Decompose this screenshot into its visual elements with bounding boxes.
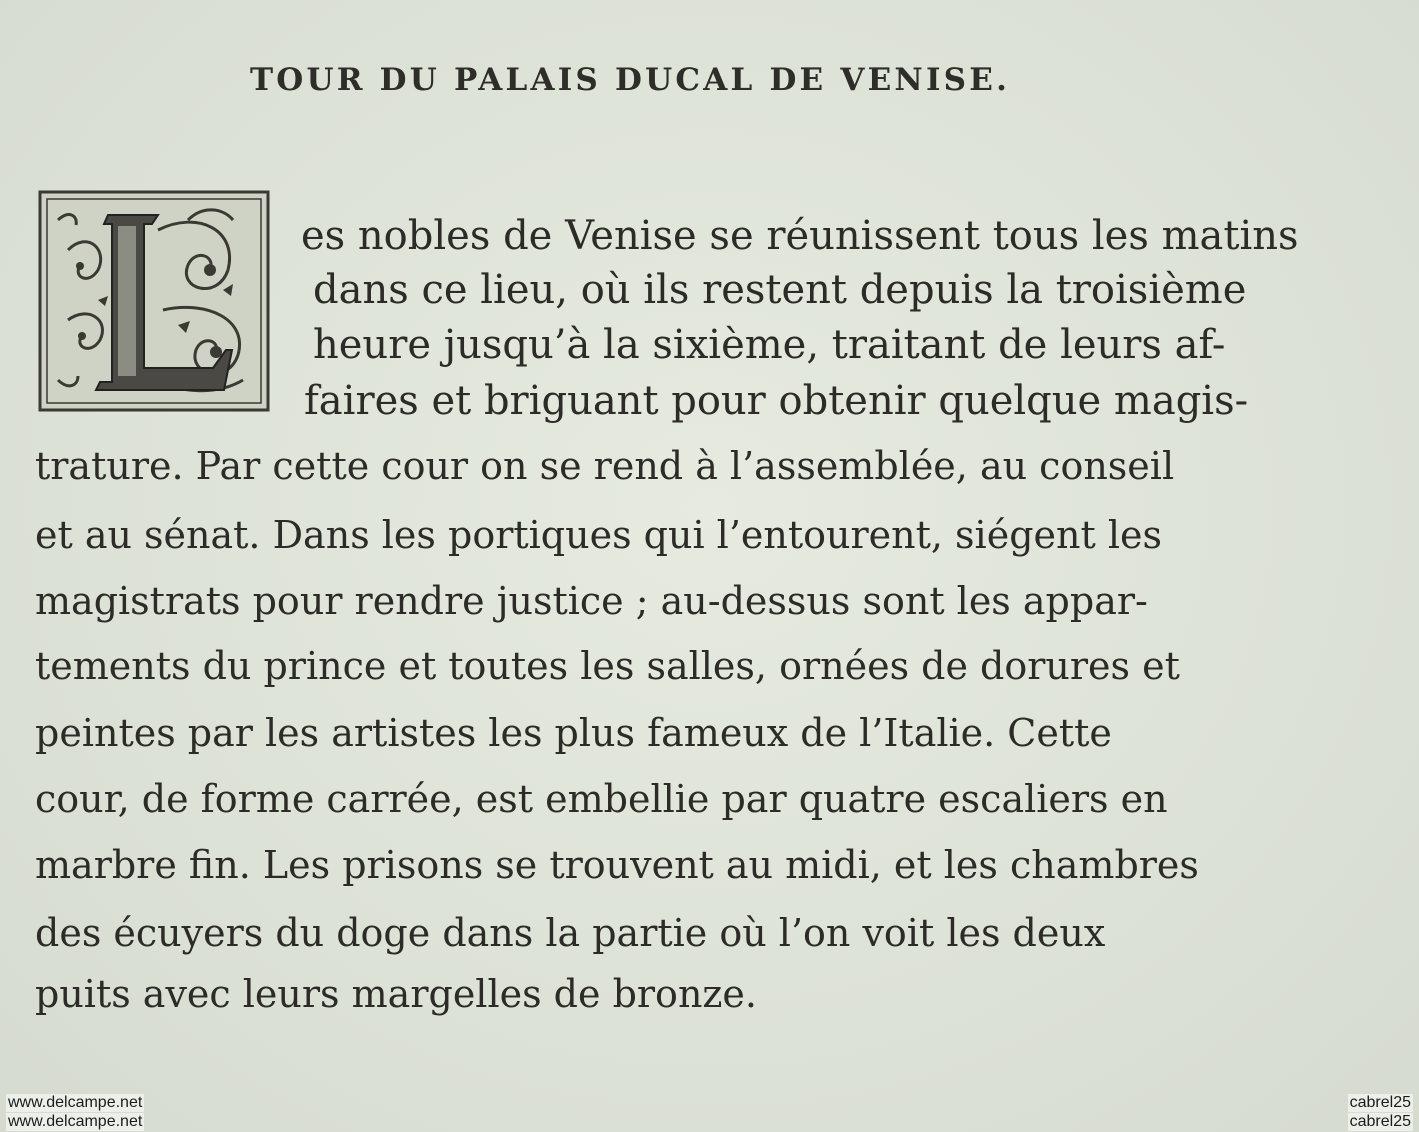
paragraph-line-1: es nobles de Venise se réunissent tous les matins: [301, 213, 1299, 259]
paragraph-line-8: tements du prince et toutes les salles, ornées de dorures et: [35, 644, 1180, 688]
paragraph-line-12: des écuyers du doge dans la partie où l’on voit les deux: [35, 911, 1106, 955]
ornamental-dropcap-image: [38, 190, 270, 412]
paragraph-line-13: puits avec leurs margelles de bronze.: [35, 972, 757, 1016]
paragraph-line-11: marbre fin. Les prisons se trouvent au midi, et les chambres: [35, 843, 1199, 887]
watermark-left-2: www.delcampe.net: [8, 1113, 143, 1130]
paragraph-line-2: dans ce lieu, où ils restent depuis la troisième: [313, 267, 1247, 313]
paragraph-line-5: trature. Par cette cour on se rend à l’assemblée, au conseil: [35, 444, 1175, 488]
paragraph-line-10: cour, de forme carrée, est embellie par quatre escaliers en: [35, 777, 1168, 821]
watermark-left-1: www.delcampe.net: [8, 1094, 143, 1111]
paragraph-line-6: et au sénat. Dans les portiques qui l’entourent, siégent les: [35, 513, 1162, 557]
watermark-right-1: cabrel25: [1349, 1094, 1411, 1111]
paragraph-line-4: faires et briguant pour obtenir quelque magis-: [304, 378, 1249, 424]
paragraph-line-7: magistrats pour rendre justice ; au-dessus sont les appar-: [35, 579, 1148, 623]
page-title: TOUR DU PALAIS DUCAL DE VENISE.: [250, 62, 1011, 98]
watermark-right-2: cabrel25: [1349, 1113, 1411, 1130]
paragraph-line-3: heure jusqu’à la sixième, traitant de leurs af-: [313, 322, 1226, 368]
paragraph-line-9: peintes par les artistes les plus fameux de l’Italie. Cette: [35, 711, 1112, 755]
